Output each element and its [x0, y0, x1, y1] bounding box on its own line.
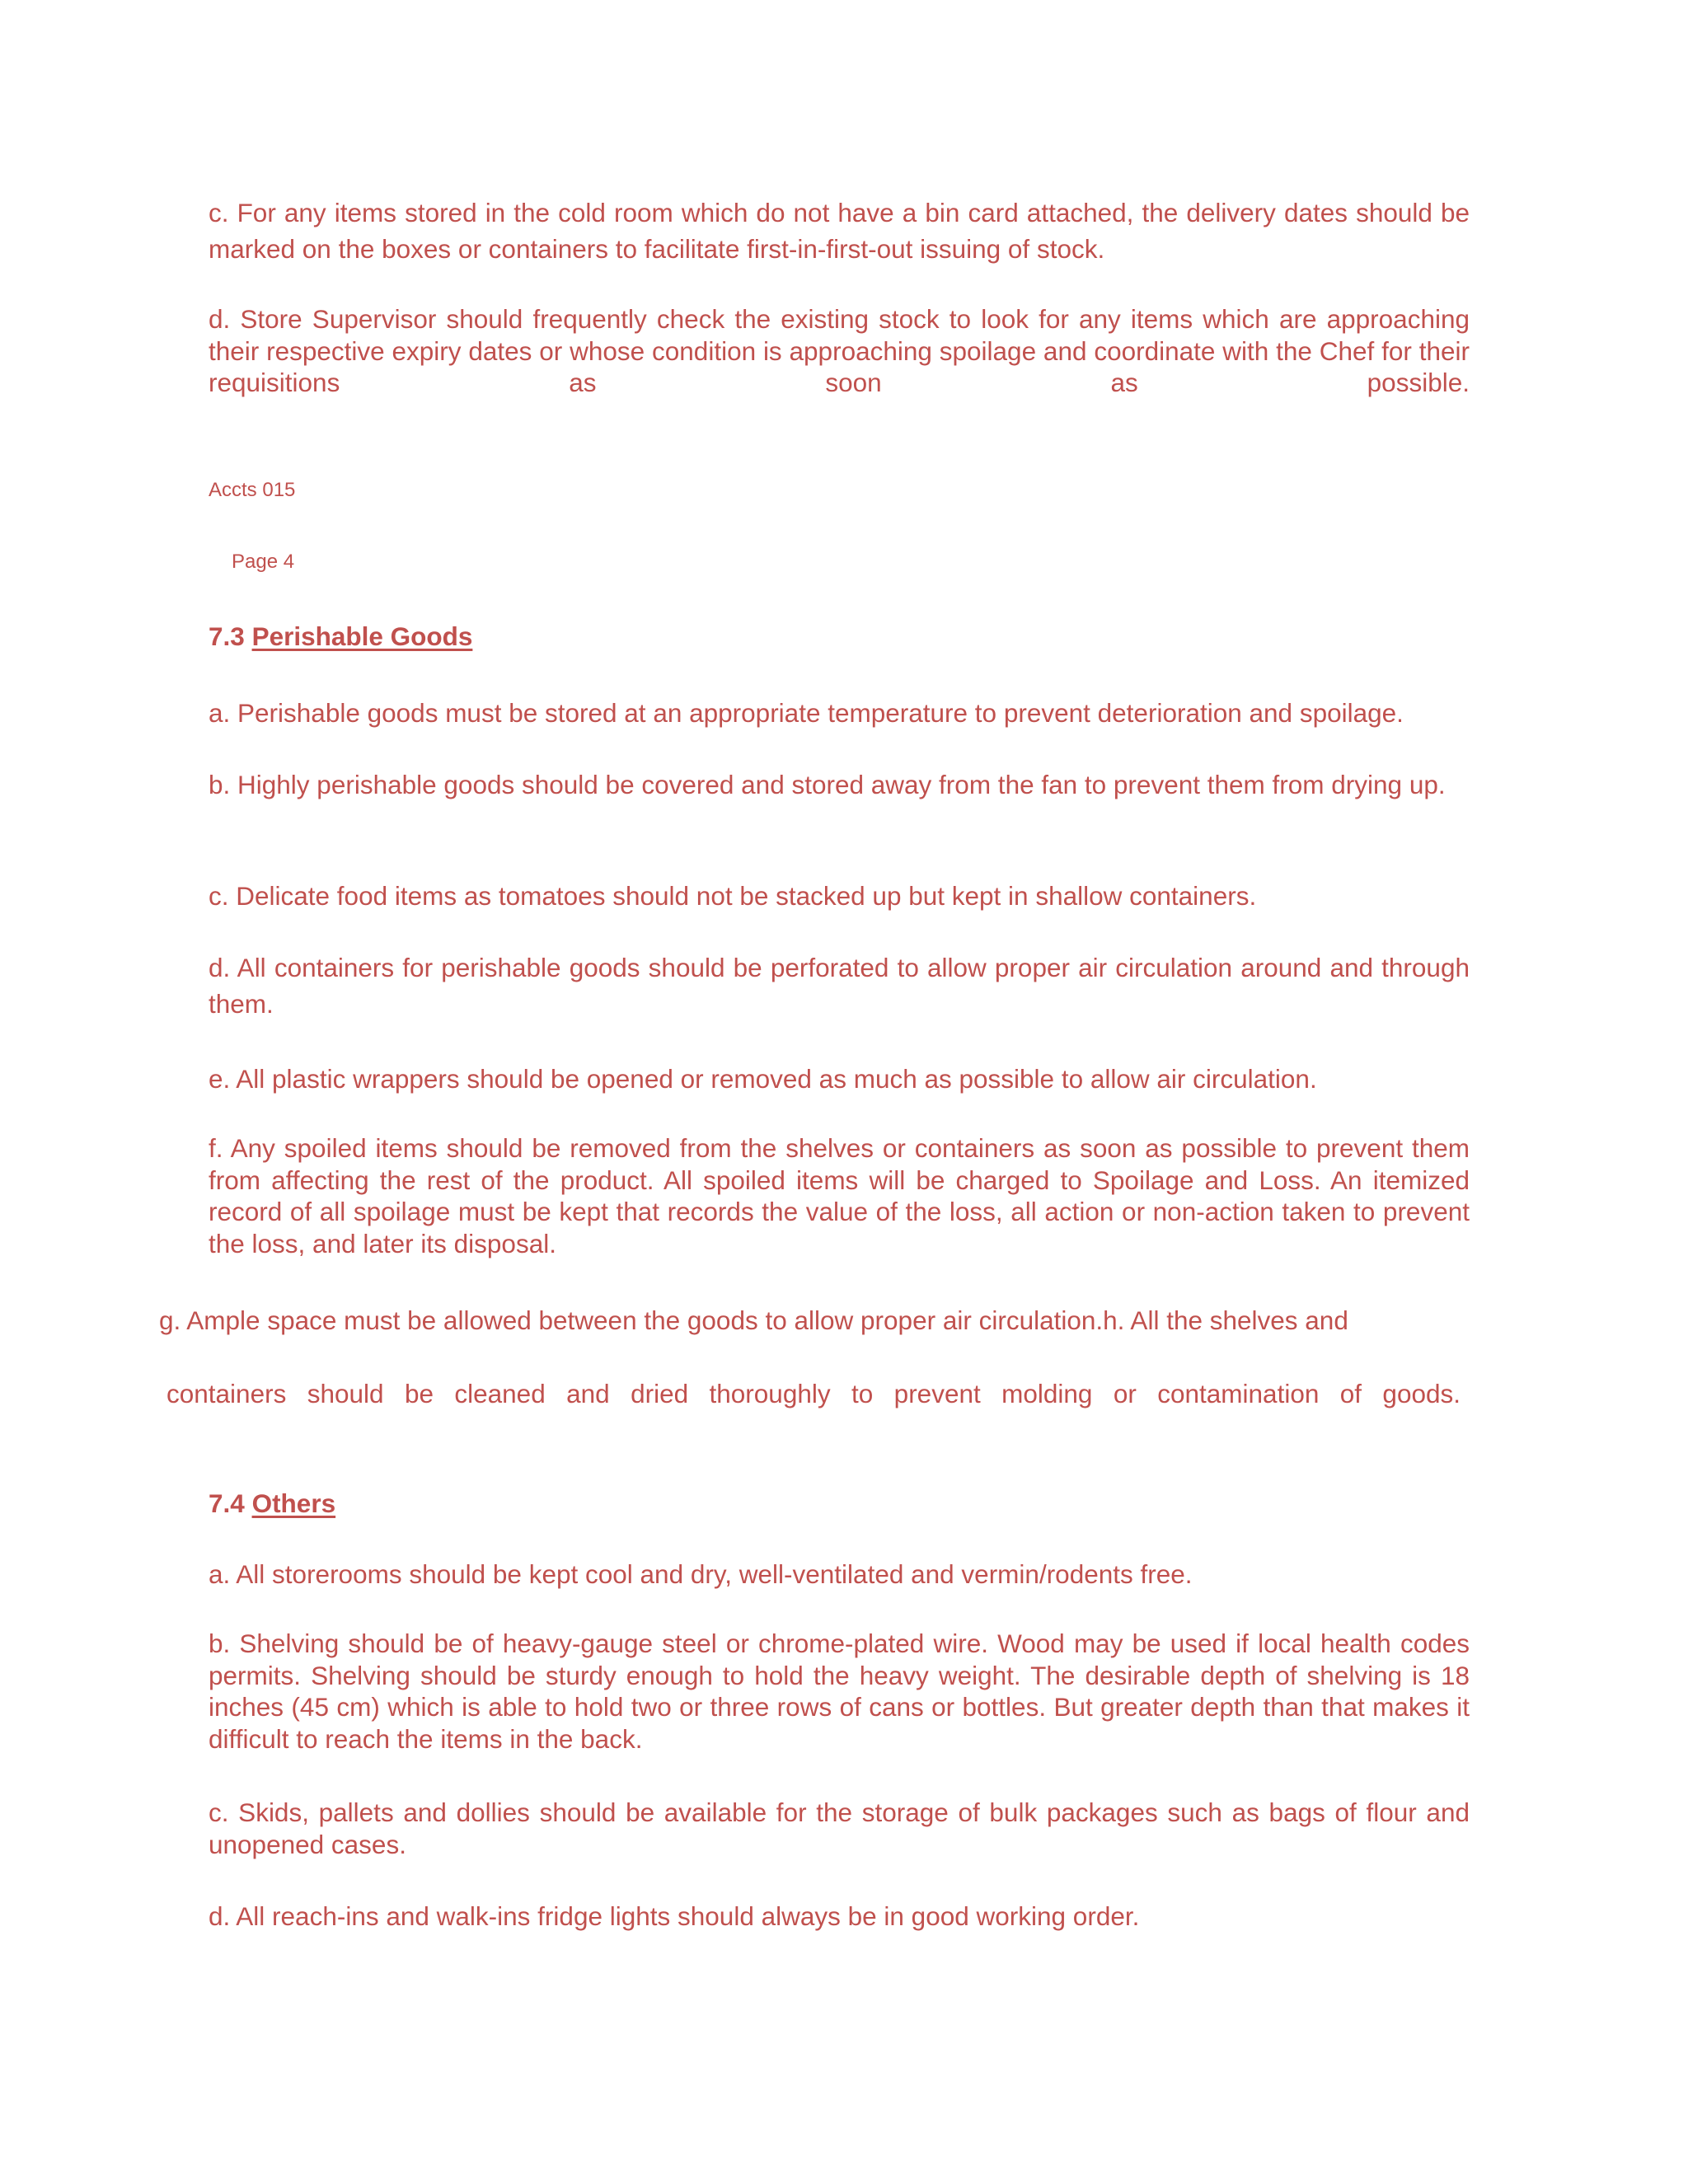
doc-code: Accts 015 — [209, 479, 296, 501]
section-7-2-item-c: c. For any items stored in the cold room which do not have a bin card attached, the delivery dates should be marked on the boxes or containers to facilitate first-in-first-out issuing of stock. — [209, 198, 1470, 264]
section-7-3-heading — [209, 618, 472, 654]
section-7-4-item-d: d. All reach-ins and walk-ins fridge lights should always be in good working order. — [209, 1901, 1140, 1931]
section-7-2-item-d: d. Store Supervisor should frequently check the existing stock to look for any items which are approaching their respective expiry dates or whose condition is approaching spoilage and coordinate with the Chef for their requisitions as soon as possible. — [209, 304, 1470, 397]
section-7-3-number: 7.3 — [209, 621, 245, 651]
section-7-3-item-g-h: g. Ample space must be allowed between the goods to allow proper air circulation.h. All the shelves and — [159, 1305, 1348, 1335]
section-7-4-title: Others — [251, 1488, 336, 1518]
section-7-3-title: Perishable Goods — [251, 621, 473, 651]
section-7-3-item-f: f. Any spoiled items should be removed from the shelves or containers as soon as possible to prevent them from affecting the rest of the product. All spoiled items will be charged to Spoilage and Loss. An itemized record of all spoilage must be kept that records the value of the loss, all action or non-action taken to prevent the loss, and later its disposal. — [209, 1133, 1470, 1258]
section-7-3-item-a: a. Perishable goods must be stored at an appropriate temperature to prevent deterioration and spoilage. — [209, 698, 1404, 728]
section-7-4-number: 7.4 — [209, 1488, 245, 1518]
section-7-4-item-c: c. Skids, pallets and dollies should be available for the storage of bulk packages such as bags of flour and unopened cases. — [209, 1797, 1470, 1859]
section-7-4-item-b: b. Shelving should be of heavy-gauge steel or chrome-plated wire. Wood may be used if local health codes permits. Shelving should be sturdy enough to hold the heavy weight. The desirable depth of shelving is 18 inches (45 cm) which is able to hold two or three rows of cans or bottles. But greater depth than that makes it difficult to reach the items in the back. — [209, 1629, 1470, 1754]
page-number: Page 4 — [232, 551, 295, 573]
section-7-3-item-e: e. All plastic wrappers should be opened or removed as much as possible to allow air circulation. — [209, 1064, 1317, 1094]
section-7-3-item-b: b. Highly perishable goods should be covered and stored away from the fan to prevent them from drying up. — [209, 770, 1446, 799]
section-7-4-heading — [209, 1485, 335, 1521]
section-7-3-item-c: c. Delicate food items as tomatoes should not be stacked up but kept in shallow containers. — [209, 881, 1257, 911]
section-7-3-item-h-cont: containers should be cleaned and dried thoroughly to prevent molding or contamination of goods. — [166, 1379, 1461, 1408]
section-7-4-item-a: a. All storerooms should be kept cool and dry, well-ventilated and vermin/rodents free. — [209, 1559, 1193, 1589]
section-7-3-item-d: d. All containers for perishable goods should be perforated to allow proper air circulation around and through them. — [209, 953, 1470, 1019]
